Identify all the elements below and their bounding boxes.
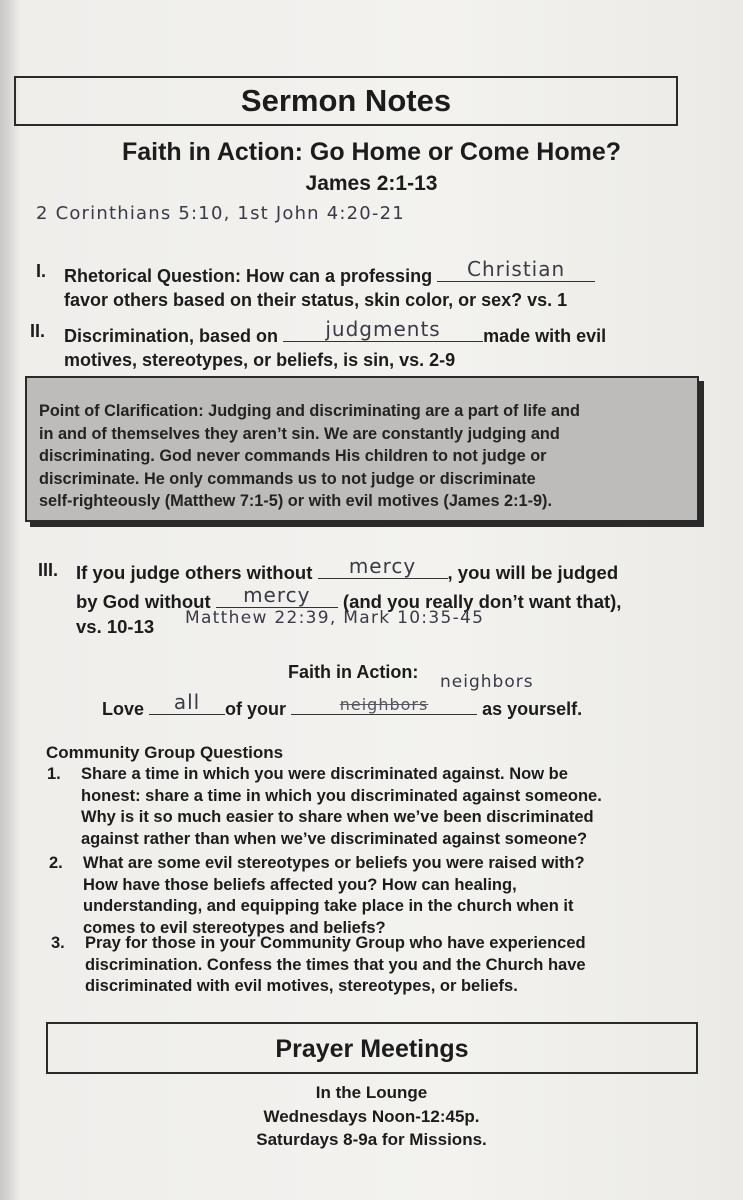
point-1-numeral: I. — [36, 261, 47, 281]
point-2-answer: judgments — [325, 317, 441, 341]
question-3 — [51, 933, 586, 998]
community-group-heading: Community Group Questions — [46, 743, 284, 762]
clarification-box — [25, 376, 699, 522]
question-number: 2. — [49, 854, 63, 872]
faith-in-action-line — [102, 690, 583, 720]
question-number: 3. — [51, 934, 65, 952]
question-1 — [47, 764, 602, 850]
question-line: discrimination. Confess the times that you and the Church have — [85, 955, 586, 974]
point-3-answer-1: mercy — [348, 554, 417, 578]
point-2-text-after: made with evil — [483, 326, 607, 346]
point-1-answer: Christian — [466, 257, 566, 281]
point-3-blank-1 — [318, 554, 448, 579]
point-2-line-2: motives, stereotypes, or beliefs, is sin, vs. 2-9 — [64, 350, 456, 370]
point-2-blank — [283, 317, 483, 342]
point-1-text: Rhetorical Question: How can a professing — [64, 266, 433, 286]
as-yourself-text: as yourself. — [482, 699, 583, 719]
question-line: understanding, and equipping take place in the church when it — [83, 897, 574, 915]
question-line: Why is it so much easier to share when we’ve been discriminated — [81, 808, 594, 826]
point-1-line-2: favor others based on their status, skin color, or sex? vs. 1 — [64, 290, 568, 310]
scripture-reference: James 2:1-13 — [305, 172, 438, 195]
faith-in-action-heading: Faith in Action: — [288, 662, 419, 682]
point-3-text: If you judge others without — [76, 562, 313, 583]
prayer-wednesday: Wednesdays Noon-12:45p. — [263, 1107, 480, 1126]
handwritten-neighbors: neighbors — [440, 672, 534, 692]
clarification-line: self-righteously (Matthew 7:1-5) or with evil motives (James 2:1-9). — [39, 492, 552, 510]
point-3-text-2-after: (and you really don’t want that), — [342, 591, 622, 612]
question-line: How have those beliefs affected you? How can healing, — [83, 875, 517, 894]
point-3-answer-2: mercy — [243, 583, 311, 607]
prayer-location: In the Lounge — [315, 1083, 428, 1102]
love-answer: all — [173, 690, 201, 714]
point-3-text-2: by God without — [76, 591, 211, 612]
prayer-saturday: Saturdays 8-9a for Missions. — [256, 1130, 487, 1149]
point-3-handwritten-references: Matthew 22:39, Mark 10:35-45 — [185, 608, 485, 628]
clarification-line: discriminating. God never commands His children to not judge or — [39, 447, 547, 465]
question-line: Pray for those in your Community Group who have experienced — [85, 934, 586, 952]
love-text: Love — [102, 699, 145, 719]
point-2-text: Discrimination, based on — [64, 326, 279, 346]
neighbors-blank — [291, 694, 477, 715]
prayer-meetings-title: Prayer Meetings — [46, 1022, 698, 1074]
point-2-numeral: II. — [30, 321, 46, 341]
point-3-blank-2 — [216, 583, 338, 608]
point-3-line-1 — [76, 554, 619, 584]
handwritten-references: 2 Corinthians 5:10, 1st John 4:20-21 — [36, 203, 405, 224]
point-3-text-after: , you will be judged — [447, 562, 619, 583]
clarification-line: in and of themselves they aren’t sin. We are constantly judging and — [39, 424, 560, 443]
crossed-out-word: neighbors — [339, 695, 429, 714]
question-line: What are some evil stereotypes or beliefs you were raised with? — [83, 854, 585, 872]
sermon-title: Faith in Action: Go Home or Come Home? — [121, 138, 622, 166]
point-3-line-3: vs. 10-13 — [76, 616, 155, 637]
clarification-text — [39, 400, 689, 513]
page-title: Sermon Notes — [14, 76, 678, 126]
question-line: comes to evil stereotypes and beliefs? — [83, 918, 386, 937]
clarification-line: discriminate. He only commands us to not judge or discriminate — [39, 469, 536, 488]
question-line: against rather than when we’ve discriminated against someone? — [81, 829, 588, 848]
question-number: 1. — [47, 765, 61, 783]
clarification-line: Point of Clarification: Judging and discriminating are a part of life and — [39, 402, 580, 420]
point-1-blank — [437, 257, 595, 282]
point-3-numeral: III. — [38, 560, 59, 580]
love-blank — [149, 690, 225, 715]
question-line: honest: share a time in which you discriminated against someone. — [81, 786, 602, 805]
point-1-line-1 — [64, 257, 595, 287]
question-line: discriminated with evil motives, stereotypes, or beliefs. — [85, 977, 518, 995]
of-your-text: of your — [225, 699, 287, 719]
question-line: Share a time in which you were discriminated against. Now be — [81, 765, 568, 783]
question-2 — [49, 853, 585, 939]
point-2-line-1 — [64, 317, 607, 347]
